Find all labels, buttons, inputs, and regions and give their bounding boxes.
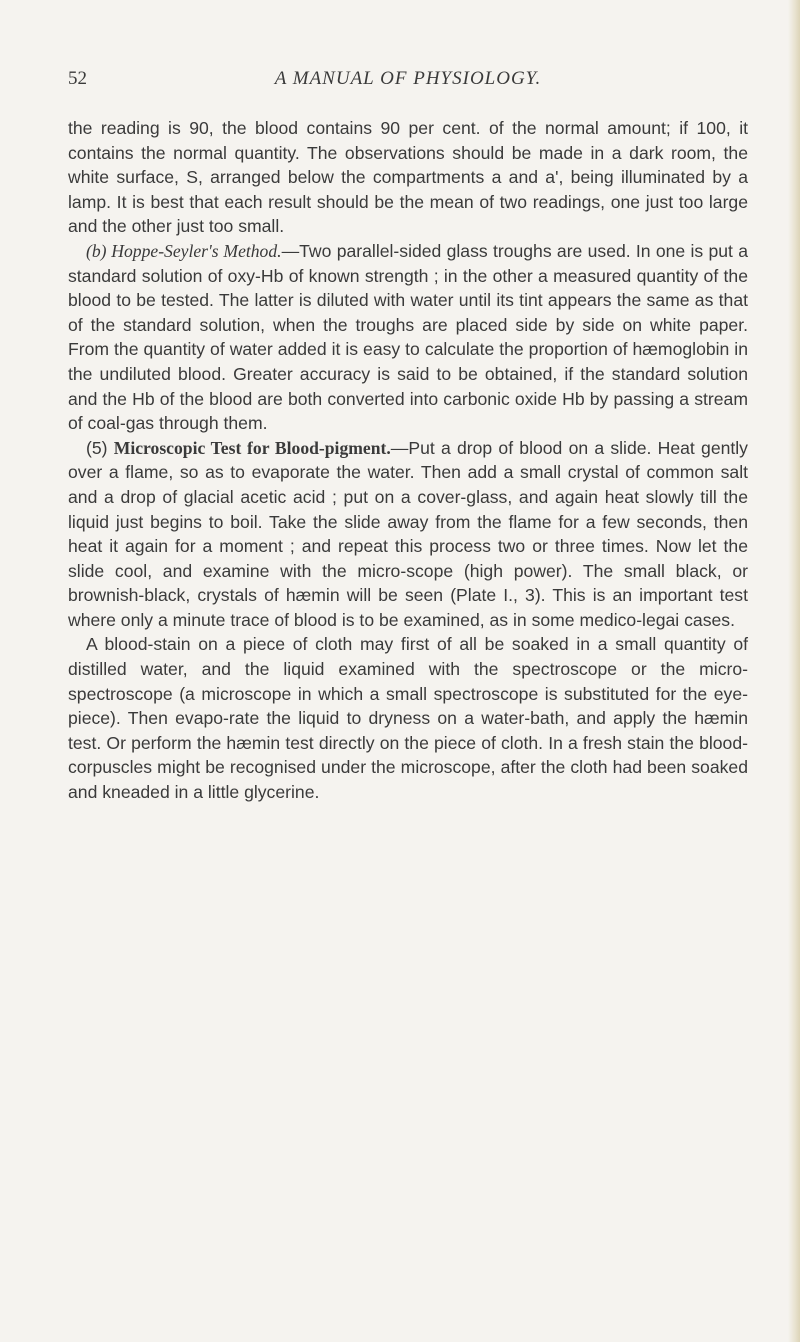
paragraph-microscopic-test xyxy=(68,436,748,633)
page-number: 52 xyxy=(68,68,87,89)
paragraph-hoppe-seyler xyxy=(68,239,748,436)
body-text xyxy=(68,116,748,805)
paragraph-blood-stain-text: A blood-stain on a piece of cloth may first of all be soaked in a small quantity of distilled water, and the liquid examined with the spectroscope or the micro-spectroscope (a microscope in which a small spectroscope is substituted for the eye-piece). Then evapo-rate the liquid to dryness on a water-bath, and apply the hæmin test. Or perform the hæmin test directly on the piece of cloth. In a fresh stain the blood-corpuscles might be recognised under the microscope, after the cloth had been soaked and kneaded in a little glycerine. xyxy=(68,634,748,803)
paragraph-hoppe-seyler-text: —Two parallel-sided glass troughs are used. In one is put a standard solution of oxy-Hb of known strength ; in the other a measured quantity of the blood to be tested. The latter is diluted with water until its tint appears the same as that of the standard solution, when the troughs are placed side by side on white paper. From the quantity of water added it is easy to calculate the proportion of hæmoglobin in the undiluted blood. Greater accuracy is said to be obtained, if the standard solution and the Hb of the blood are both converted into carbonic oxide Hb by passing a stream of coal-gas through them. xyxy=(68,240,748,434)
running-title: A MANUAL OF PHYSIOLOGY. xyxy=(274,68,542,89)
paragraph-intro xyxy=(68,116,748,239)
paragraph-intro-text: the reading is 90, the blood contains 90 per cent. of the normal amount; if 100, it contains the normal quantity. The observations should be made in a dark room, the white surface, S, arranged below the compartments a and a', being illuminated by a lamp. It is best that each result should be the mean of two readings, one just too large and the other just too small. xyxy=(68,118,748,237)
section-heading: Microscopic Test for Blood-pigment. xyxy=(113,437,391,458)
page-edge xyxy=(788,0,800,1342)
method-label: (b) Hoppe-Seyler's Method. xyxy=(86,240,282,261)
section-number: (5) xyxy=(86,437,108,458)
paragraph-blood-stain xyxy=(68,632,748,804)
page-header xyxy=(68,68,748,94)
paragraph-microscopic-test-text: —Put a drop of blood on a slide. Heat gently over a flame, so as to evaporate the water. Then add a small crystal of common salt and a drop of glacial acetic acid ; put on a cover-glass, and again heat slowly till the liquid just begins to boil. Take the slide away from the flame for a few seconds, then heat it again for a moment ; and repeat this process two or three times. Now let the slide cool, and examine with the micro-scope (high power). The small black, or brownish-black, crystals of hæmin will be seen (Plate I., 3). This is an important test where only a minute trace of blood is to be examined, as in some medico-legai cases. xyxy=(68,437,748,630)
